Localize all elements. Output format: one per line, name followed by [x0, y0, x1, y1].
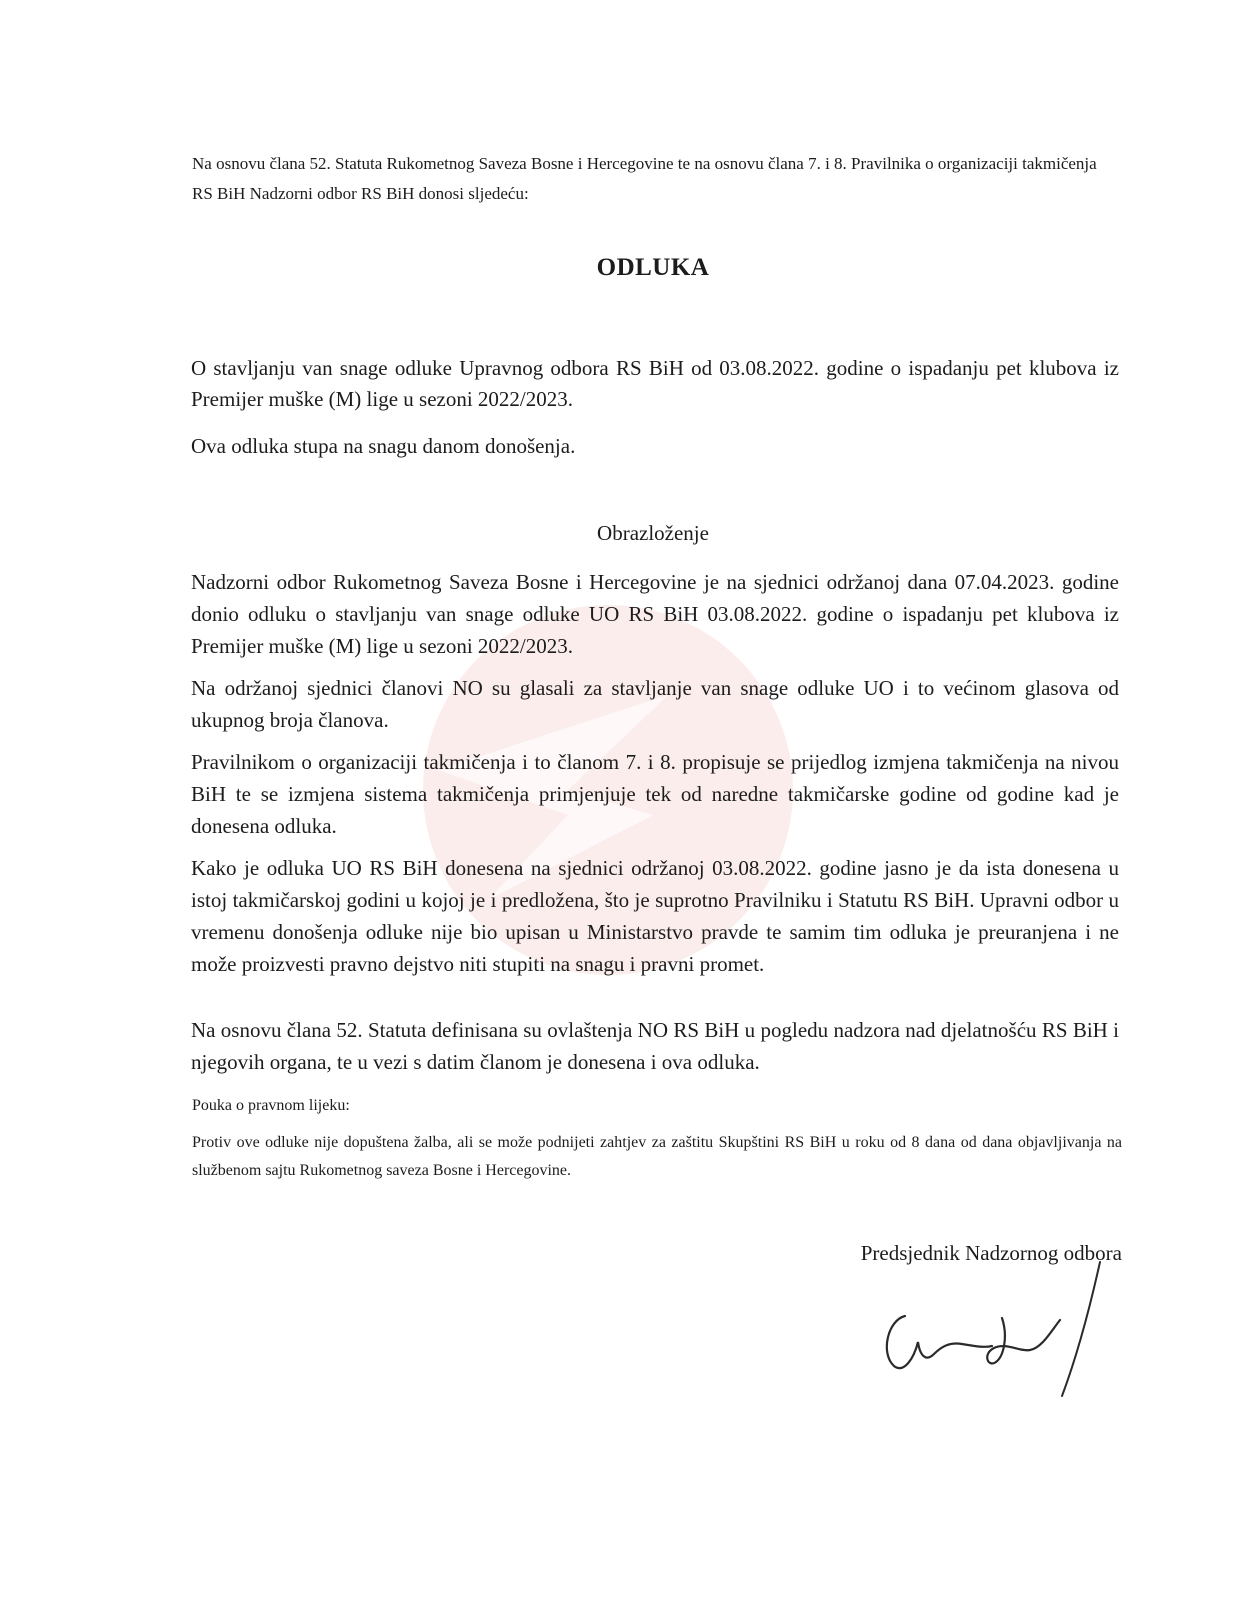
effective-clause: Ova odluka stupa na snagu danom donošenja.: [191, 434, 576, 458]
signatory-title: Predsjednik Nadzornog odbora: [860, 1241, 1122, 1265]
intro-paragraph: Na osnovu člana 52. Statuta Rukometnog Saveza Bosne i Hercegovine te na osnovu člana 7. i 8. Pravilnika o organizaciji takmičenja RS BiH Nadzorni odbor RS BiH donosi sljedeću:: [192, 154, 1097, 203]
rationale-paragraph: Na održanoj sjednici članovi NO su glasali za stavljanje van snage odluke UO i to većinom glasova od ukupnog broja članova.: [191, 676, 1119, 732]
rationale-paragraph: Nadzorni odbor Rukometnog Saveza Bosne i Hercegovine je na sjednici održanoj dana 07.04.2023. godine donio odluku o stavljanju van snage odluke UO RS BiH 03.08.2022. godine o ispadanju pet klubova iz Premijer muške (M) lige u sezoni 2022/2023.: [191, 570, 1119, 658]
rationale-paragraph: Na osnovu člana 52. Statuta definisana su ovlaštenja NO RS BiH u pogledu nadzora nad djelatnošću RS BiH i njegovih organa, te u vezi s datim članom je donesena i ova odluka.: [191, 1018, 1119, 1074]
rationale-paragraph: Kako je odluka UO RS BiH donesena na sjednici održanoj 03.08.2022. godine jasno je da ista donesena u istoj takmičarskoj godini u kojoj je i predložena, što je suprotno Pravilniku i Statutu RS BiH. Upravni odbor u vremenu donošenja odluke nije bio upisan u Ministarstvo pravde te samim tim odluka je preuranjena i ne može proizvesti pravno dejstvo niti stupiti na snagu i pravni promet.: [191, 856, 1119, 976]
rationale-heading: Obrazloženje: [597, 521, 709, 545]
decision-subject: O stavljanju van snage odluke Upravnog odbora RS BiH od 03.08.2022. godine o ispadanju pet klubova iz Premijer muške (M) lige u sezoni 2022/2023.: [191, 356, 1119, 411]
handwritten-signature-icon: [870, 1258, 1110, 1408]
document-title: ODLUKA: [596, 254, 710, 281]
legal-remedy-title: Pouka o pravnom lijeku:: [192, 1097, 350, 1114]
rationale-paragraph: Pravilnikom o organizaciji takmičenja i to članom 7. i 8. propisuje se prijedlog izmjena takmičenja na nivou BiH te se izmjena sistema takmičenja primjenjuje tek od naredne takmičarske godine od godine kad je donesena odluka.: [191, 750, 1119, 838]
legal-remedy-text: Protiv ove odluke nije dopuštena žalba, ali se može podnijeti zahtjev za zaštitu Skupštini RS BiH u roku od 8 dana od dana objavljivanja na službenom sajtu Rukometnog saveza Bosne i Hercegovine.: [192, 1134, 1122, 1179]
